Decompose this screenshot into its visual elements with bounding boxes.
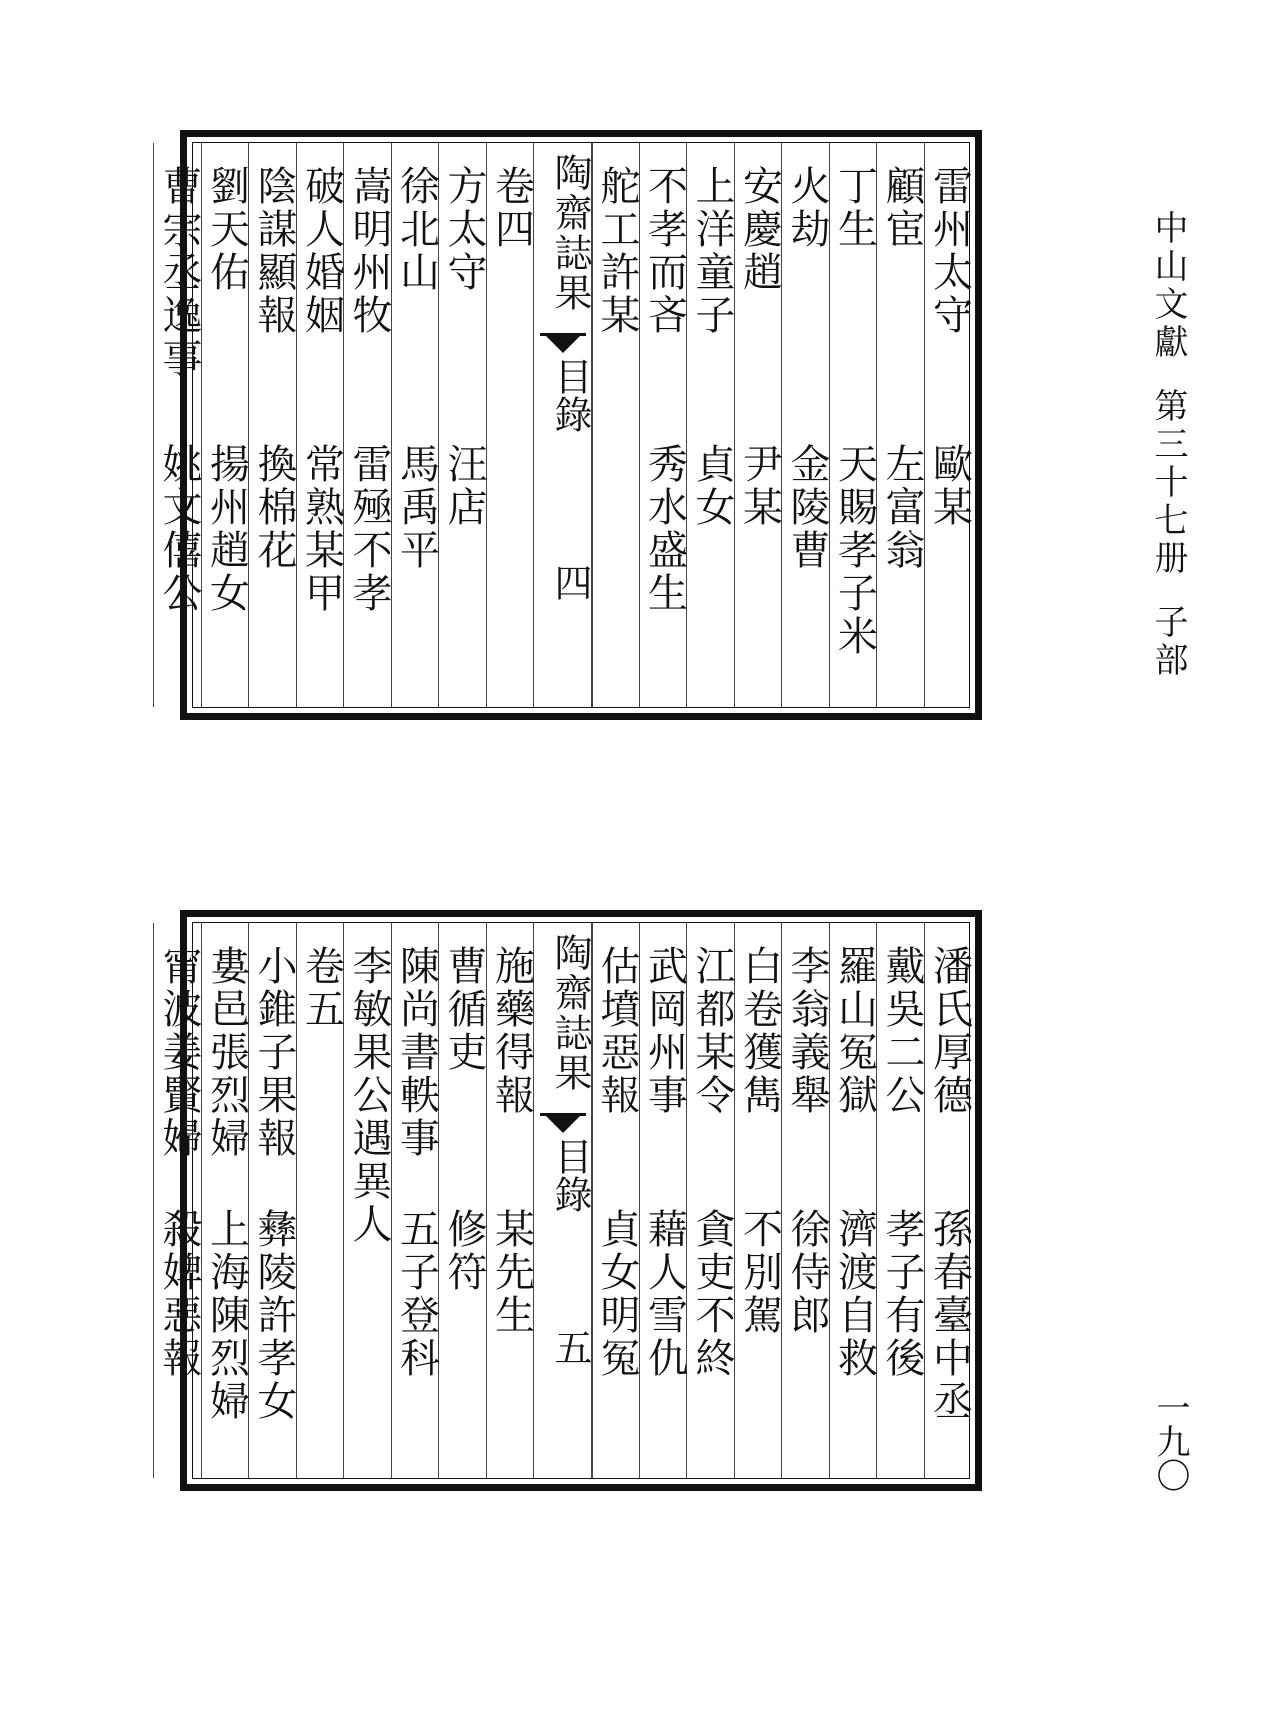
toc-entry: 羅山冤獄: [831, 945, 878, 1117]
page-top: [156, 130, 982, 720]
toc-column: [343, 923, 392, 1478]
toc-entry: 火劫: [784, 165, 830, 251]
toc-column: [686, 923, 735, 1478]
toc-entry: 丁生: [831, 165, 878, 251]
toc-entry: 尹某: [736, 443, 783, 529]
toc-column: [248, 143, 297, 707]
toc-entry: 貞女: [689, 443, 735, 529]
toc-entry: 天賜孝子米: [831, 443, 878, 658]
header-volume: 第三十七册: [1148, 388, 1188, 578]
toc-entry: 陰謀顯報: [251, 165, 297, 337]
toc-entry: 卷四: [488, 165, 535, 251]
toc-column: [781, 143, 830, 707]
toc-entry: 李敏果公遇異人: [346, 945, 392, 1246]
toc-column: [781, 923, 830, 1478]
toc-column: [829, 143, 878, 707]
toc-entry: 彝陵許孝女: [251, 1208, 297, 1423]
toc-entry: 殺婢惡報: [156, 1208, 202, 1380]
toc-column: [486, 143, 535, 707]
toc-entry: 姚文僖公: [156, 443, 202, 615]
toc-column: [639, 923, 688, 1478]
book-title: 陶齋誌果: [548, 933, 592, 1093]
toc-column: [829, 923, 878, 1478]
toc-column: [296, 923, 345, 1478]
fishtail-mark: [540, 333, 586, 352]
toc-entry: 施藥得報: [488, 945, 535, 1117]
toc-entry: 不別駕: [736, 1208, 783, 1337]
toc-column: [153, 923, 202, 1478]
toc-entry: 劉天佑: [203, 165, 250, 294]
toc-entry: 江都某令: [689, 945, 735, 1117]
page-bottom: [156, 910, 982, 1491]
toc-entry: 孫春臺中丞: [926, 1208, 973, 1423]
toc-column: [591, 143, 640, 707]
toc-column: [153, 143, 202, 707]
toc-entry: 孝子有後: [879, 1208, 925, 1380]
toc-entry: 顧宦: [879, 165, 925, 251]
toc-entry: 曹循吏: [441, 945, 487, 1074]
toc-entry: 雷州太守: [926, 165, 973, 337]
toc-column: [201, 923, 250, 1478]
toc-entry: 估墳惡報: [594, 945, 640, 1117]
toc-column: [201, 143, 250, 707]
header-category: 子部: [1148, 604, 1188, 680]
toc-column: [248, 923, 297, 1478]
toc-entry: 潘氏厚德: [926, 945, 973, 1117]
toc-column: [438, 143, 487, 707]
toc-column: [924, 143, 973, 707]
toc-entry: 某先生: [488, 1208, 535, 1337]
toc-entry: 換棉花: [251, 443, 297, 572]
toc-entry: 小錐子果報: [251, 945, 297, 1160]
toc-column: [734, 923, 783, 1478]
book-title: 陶齋誌果: [548, 153, 592, 313]
toc-entry: 白卷獲雋: [736, 945, 783, 1117]
center-column: [533, 923, 593, 1478]
toc-entry: 五子登科: [393, 1208, 440, 1380]
toc-column: [639, 143, 688, 707]
toc-entry: 戴吳二公: [879, 945, 925, 1117]
toc-entry: 汪店: [441, 443, 487, 529]
toc-column: [734, 143, 783, 707]
toc-entry: 常熟某甲: [298, 443, 345, 615]
page-number: 四: [548, 563, 592, 601]
toc-column: [686, 143, 735, 707]
toc-entry: 徐北山: [393, 165, 440, 294]
toc-entry: 嵩明州牧: [346, 165, 392, 337]
toc-entry: 金陵曹: [784, 443, 830, 572]
toc-entry: 曹宗丞逸事: [156, 165, 202, 380]
running-header: [1148, 210, 1188, 680]
toc-column: [486, 923, 535, 1478]
toc-entry: 上海陳烈婦: [203, 1208, 250, 1423]
toc-column: [391, 143, 440, 707]
toc-entry: 甯波姜賢婦: [156, 945, 202, 1160]
toc-column: [591, 923, 640, 1478]
toc-entry: 揚州趙女: [203, 443, 250, 615]
toc-column: [876, 923, 925, 1478]
section-label: 目錄: [548, 1137, 592, 1213]
toc-entry: 舵工許某: [594, 165, 640, 337]
toc-entry: 李翁義舉: [784, 945, 830, 1117]
page-frame: [156, 922, 973, 1479]
toc-entry: 修符: [441, 1208, 487, 1294]
toc-entry: 陳尚書軼事: [393, 945, 440, 1160]
toc-column: [343, 143, 392, 707]
toc-entry: 方太守: [441, 165, 487, 294]
section-label: 目錄: [548, 357, 592, 433]
toc-entry: 破人婚姻: [298, 165, 345, 337]
toc-entry: 貞女明冤: [594, 1208, 640, 1380]
toc-entry: 藉人雪仇: [641, 1208, 688, 1380]
folio-number: 一九〇: [1150, 1390, 1190, 1492]
toc-entry: 左富翁: [879, 443, 925, 572]
toc-entry: 歐某: [926, 443, 973, 529]
toc-entry: 雷殛不孝: [346, 443, 392, 615]
page-number: 五: [548, 1328, 592, 1366]
center-column: [533, 143, 593, 707]
toc-entry: 濟渡自救: [831, 1208, 878, 1380]
toc-entry: 秀水盛生: [641, 443, 688, 615]
toc-column: [438, 923, 487, 1478]
toc-entry: 徐侍郎: [784, 1208, 830, 1337]
toc-entry: 卷五: [298, 945, 345, 1031]
toc-column: [876, 143, 925, 707]
page-frame: [156, 142, 973, 708]
toc-entry: 不孝而吝: [641, 165, 688, 337]
toc-entry: 上洋童子: [689, 165, 735, 337]
toc-entry: 馬禹平: [393, 443, 440, 572]
toc-column: [391, 923, 440, 1478]
toc-entry: 婁邑張烈婦: [203, 945, 250, 1160]
header-series: 中山文獻: [1148, 210, 1188, 362]
fishtail-mark: [540, 1113, 586, 1132]
toc-column: [924, 923, 973, 1478]
toc-entry: 貪吏不終: [689, 1208, 735, 1380]
toc-column: [296, 143, 345, 707]
toc-entry: 安慶趙: [736, 165, 783, 294]
toc-entry: 武岡州事: [641, 945, 688, 1117]
